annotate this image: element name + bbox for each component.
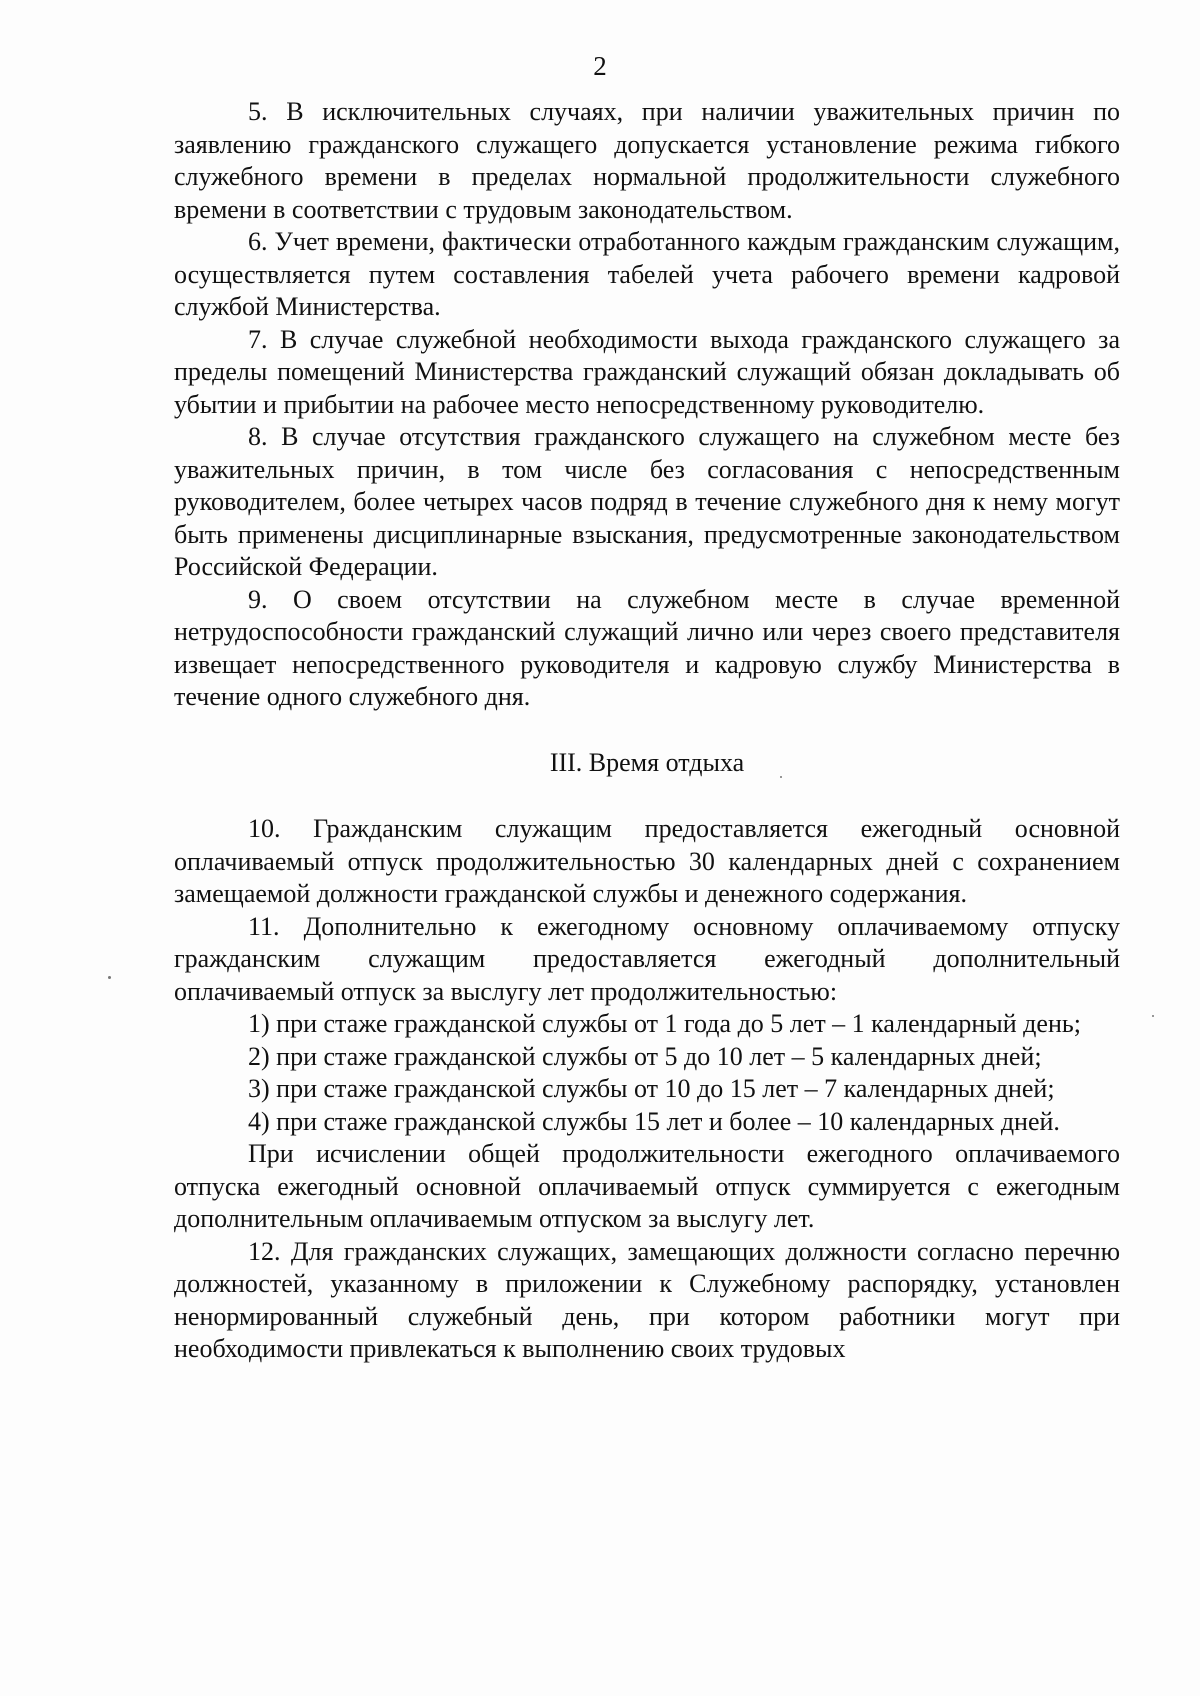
scan-speck <box>780 776 782 778</box>
paragraph-9: 9. О своем отсутствии на служебном месте в случае временной нетрудоспособности гражданский служащий лично или через своего представителя извещает непосредственного руководителя и кадровую службу Министерства в течение одного служебного дня. <box>174 584 1120 711</box>
list-item-3: 3) при стаже гражданской службы от 10 до 15 лет – 7 календарных дней; <box>248 1074 1055 1103</box>
paragraph-11: 11. Дополнительно к ежегодному основному оплачиваемому отпуску гражданским служащим предоставляется ежегодный дополнительный оплачиваемый отпуск за выслугу лет продолжительностью: <box>174 911 1120 1006</box>
paragraph-6: 6. Учет времени, фактически отработанного каждым гражданским служащим, осуществляется путем составления табелей учета рабочего времени кадровой службой Министерства. <box>174 227 1120 321</box>
paragraph-7: 7. В случае служебной необходимости выхода гражданского служащего за пределы помещений Министерства гражданский служащий обязан докладывать об убытии и прибытии на рабочее место непосредственному руководителю. <box>174 324 1120 419</box>
paragraph-12: 12. Для гражданских служащих, замещающих должности согласно перечню должностей, указанному в приложении к Служебному распорядку, установлен ненормированный служебный день, при котором работники могут при необходимости привлекаться к выполнению своих трудовых <box>174 1236 1120 1363</box>
section-heading: III. Время отдыха <box>549 747 745 777</box>
page-number: 2 <box>593 51 607 81</box>
scan-speck <box>108 976 111 979</box>
paragraph-10: 10. Гражданским служащим предоставляется ежегодный основной оплачиваемый отпуск продолжительностью 30 календарных дней с сохранением замещаемой должности гражданской службы и денежного содержания. <box>174 814 1120 908</box>
document-body <box>174 96 1120 1366</box>
paragraph-summation: При исчислении общей продолжительности ежегодного оплачиваемого отпуска ежегодный основной оплачиваемый отпуск суммируется с ежегодным дополнительным оплачиваемым отпуском за выслугу лет. <box>174 1139 1120 1233</box>
paragraph-8: 8. В случае отсутствия гражданского служащего на служебном месте без уважительных причин, в том числе без согласования с непосредственным руководителем, более четырех часов подряд в течение служебного дня к нему могут быть применены дисциплинарные взыскания, предусмотренные законодательством Российской Федерации. <box>174 422 1120 581</box>
list-item-2: 2) при стаже гражданской службы от 5 до 10 лет – 5 календарных дней; <box>248 1041 1042 1071</box>
scan-speck <box>1152 1015 1154 1017</box>
list-item-4: 4) при стаже гражданской службы 15 лет и более – 10 календарных дней. <box>248 1106 1060 1136</box>
list-item-1: 1) при стаже гражданской службы от 1 года до 5 лет – 1 календарный день; <box>248 1009 1081 1038</box>
paragraph-5: 5. В исключительных случаях, при наличии уважительных причин по заявлению гражданского служащего допускается установление режима гибкого служебного времени в пределах нормальной продолжительности служебного времени в соответствии с трудовым законодательством. <box>174 97 1120 224</box>
